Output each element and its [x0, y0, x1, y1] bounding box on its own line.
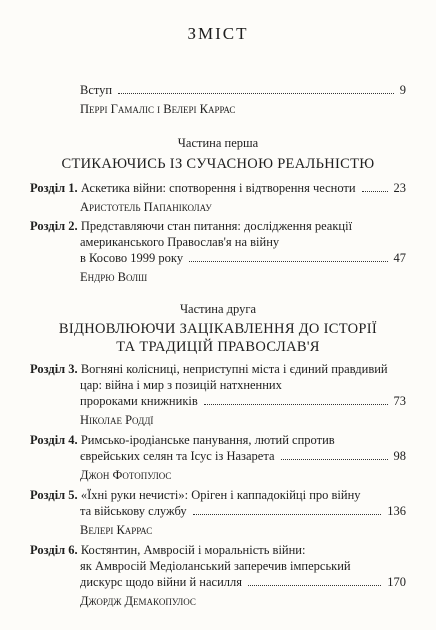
toc-entry-chapter-5[interactable]: [30, 487, 406, 538]
author: Перрі Гамаліс і Велері Каррас: [80, 102, 236, 116]
leader-dots: [118, 93, 394, 94]
chapter-title: Аскетика війни: спотворення і відтворення чесноти: [80, 181, 356, 195]
toc-entry-chapter-6[interactable]: [30, 542, 406, 609]
toc-entry-chapter-4[interactable]: [30, 432, 406, 483]
part-title: СТИКАЮЧИСЬ ІЗ СУЧАСНОЮ РЕАЛЬНІСТЮ: [61, 156, 375, 172]
chapter-number: Розділ 2. Представляючи стан питання: дослідження реакції: [30, 219, 353, 233]
chapter-title-line: як Амвросій Медіоланський заперечив імперський: [80, 559, 351, 573]
chapter-title: Костянтин, Амвросій і моральність війни:: [80, 543, 306, 557]
toc-entry-chapter-2[interactable]: [30, 218, 406, 285]
chapter-title: Вогняні колісниці, неприступні міста і єдиний правдивий: [80, 362, 388, 376]
toc-entry-chapter-1[interactable]: [30, 180, 406, 215]
chapter-title-line: в Косово 1999 року: [80, 251, 184, 265]
leader-dots: [204, 404, 388, 405]
chapter-title-line: американського Православ'я на війну: [80, 235, 280, 249]
page-number: 73: [393, 394, 406, 408]
toc-entry-intro[interactable]: [30, 82, 406, 117]
toc-entry-chapter-3[interactable]: [30, 361, 406, 428]
part-label: Частина перша: [177, 136, 259, 150]
part-label: Частина друга: [179, 302, 257, 316]
part-title: [0, 320, 436, 356]
page-number: 98: [393, 449, 406, 463]
chapter-number: Розділ 1. Аскетика війни: спотворення і відтворення чесноти: [30, 181, 356, 195]
chapter-title-line: дискурс щодо війни й насилля: [80, 575, 242, 589]
page-number: 9: [399, 83, 406, 97]
author: Велері Каррас: [80, 523, 153, 537]
chapter-title-line: пророками книжників: [80, 394, 198, 408]
chapter-number: Розділ 3. Вогняні колісниці, неприступні міста і єдиний правдивий: [30, 362, 388, 376]
page-number: 23: [393, 181, 406, 195]
leader-dots: [281, 459, 388, 460]
chapter-title-line: єврейських селян та Ісус із Назарета: [80, 449, 275, 463]
author: Аристотель Папаніколау: [80, 200, 212, 214]
chapter-title: Представляючи стан питання: дослідження реакції: [80, 219, 353, 233]
chapter-title-line: цар: війна і мир з позицій натхненних: [80, 378, 282, 392]
author: Ніколае Роддї: [80, 413, 154, 427]
chapter-number: Розділ 5. «Їхні руки нечисті»: Оріген і каппадокійці про війну: [30, 488, 361, 502]
chapter-number: Розділ 4. Римсько-іродіанське панування, лютий спротив: [30, 433, 335, 447]
leader-dots: [189, 261, 387, 262]
toc-title: ЗМІСТ: [187, 24, 249, 43]
chapter-title-line: та військову службу: [80, 504, 187, 518]
intro-label: Вступ: [80, 83, 113, 97]
page-number: 136: [387, 504, 406, 518]
leader-dots: [362, 191, 388, 192]
part-title-line: ТА ТРАДИЦІЙ ПРАВОСЛАВ'Я: [116, 339, 320, 355]
chapter-number: Розділ 6. Костянтин, Амвросій і моральність війни:: [30, 543, 306, 557]
leader-dots: [193, 514, 382, 515]
page-number: 47: [393, 251, 406, 265]
author: Ендрю Волш: [80, 270, 148, 284]
page-number: 170: [387, 575, 406, 589]
leader-dots: [248, 585, 381, 586]
chapter-title: «Їхні руки нечисті»: Оріген і каппадокійці про війну: [80, 488, 361, 502]
author: Джон Фотопулос: [80, 468, 172, 482]
part-title-line: ВІДНОВЛЮЮЧИ ЗАЦІКАВЛЕННЯ ДО ІСТОРІЇ: [58, 321, 378, 337]
author: Джордж Демакопулос: [80, 594, 196, 608]
chapter-title: Римсько-іродіанське панування, лютий спротив: [80, 433, 335, 447]
